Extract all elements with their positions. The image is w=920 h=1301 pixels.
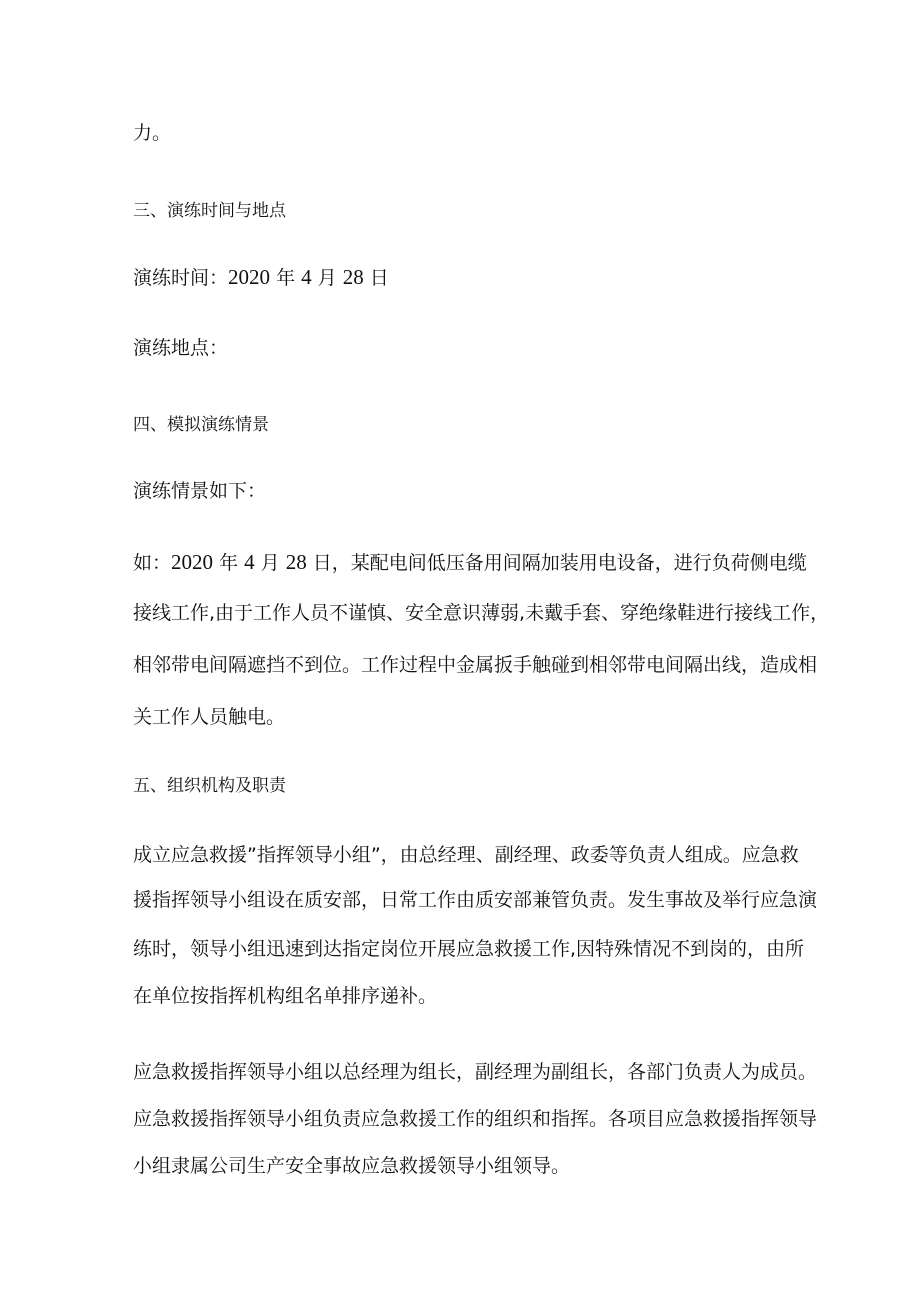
scenario-prefix: 如： — [133, 552, 172, 574]
section3-heading: 三、演练时间与地点 — [133, 201, 286, 221]
scenario-month-unit: 月 — [260, 552, 280, 574]
scenario-line-2: 接线工作,由于工作人员不谨慎、安全意识薄弱,未戴手套、穿绝缘鞋进行接线工作， — [133, 602, 830, 624]
drill-time-month: 4 — [301, 265, 312, 289]
org-para2-line-3: 小组隶属公司生产安全事故应急救援领导小组领导。 — [133, 1155, 571, 1177]
drill-time-year: 2020 — [228, 265, 271, 289]
scenario-line-4: 关工作人员触电。 — [133, 706, 286, 728]
drill-time-line — [133, 267, 389, 288]
scenario-line1-rest: 日，某配电间低压备用间隔加装用电设备，进行负荷侧电缆 — [312, 552, 807, 574]
section4-heading: 四、模拟演练情景 — [133, 415, 269, 435]
org-para1-line-3: 练时，领导小组迅速到达指定岗位开展应急救援工作,因特殊情况不到岗的，由所 — [133, 938, 805, 960]
section5-heading: 五、组织机构及职责 — [133, 776, 286, 796]
org-para1-line-1: 成立应急救援”指挥领导小组”，由总经理、副经理、政委等负责人组成。应急救 — [133, 844, 799, 866]
drill-time-year-unit: 年 — [276, 267, 296, 289]
drill-time-label: 演练时间： — [133, 267, 229, 289]
org-para1-line-4: 在单位按指挥机构组名单排序递补。 — [133, 985, 438, 1007]
continuation-text: 力。 — [133, 122, 172, 144]
drill-time-day-unit: 日 — [369, 267, 389, 289]
org-para2-line-2: 应急救援指挥领导小组负责应急救援工作的组织和指挥。各项目应急救援指挥领导 — [133, 1108, 818, 1130]
drill-time-day: 28 — [342, 265, 364, 289]
scenario-year: 2020 — [171, 550, 214, 574]
org-para1-line-2: 援指挥领导小组设在质安部，日常工作由质安部兼管负责。发生事故及举行应急演 — [133, 889, 818, 911]
scenario-month: 4 — [244, 550, 255, 574]
scenario-year-unit: 年 — [219, 552, 239, 574]
scenario-line-1 — [133, 552, 807, 573]
scenario-line-3: 相邻带电间隔遮挡不到位。工作过程中金属扳手触碰到相邻带电间隔出线，造成相 — [133, 654, 818, 676]
drill-time-month-unit: 月 — [317, 267, 337, 289]
scenario-day: 28 — [285, 550, 307, 574]
org-para2-line-1: 应急救援指挥领导小组以总经理为组长，副经理为副组长，各部门负责人为成员。 — [133, 1061, 818, 1083]
drill-place-label: 演练地点： — [133, 337, 229, 359]
scenario-intro: 演练情景如下： — [133, 480, 267, 502]
